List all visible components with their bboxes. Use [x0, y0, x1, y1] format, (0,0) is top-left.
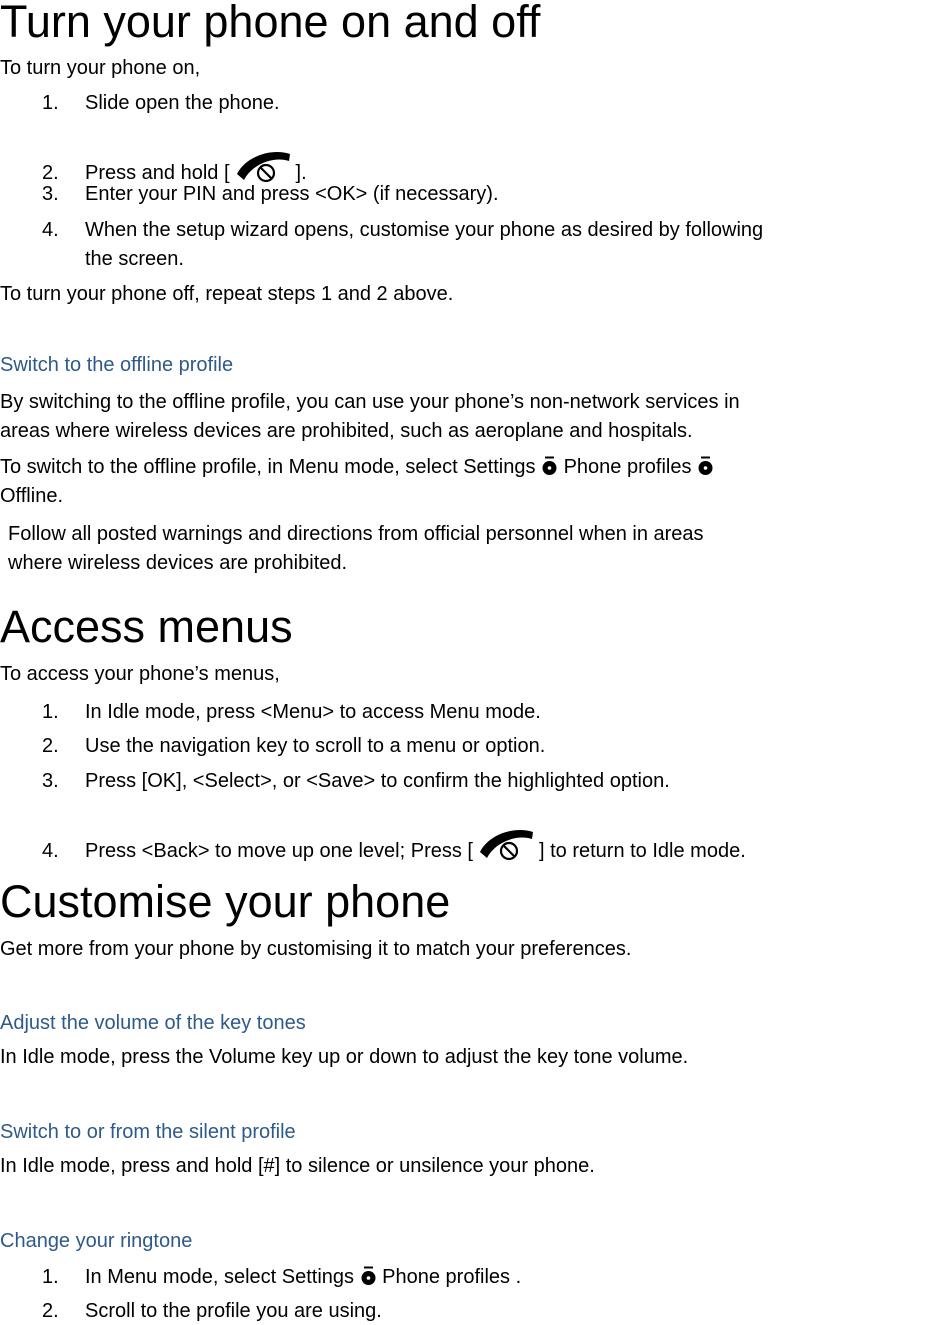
power-step-3 [42, 182, 499, 206]
offline-warning-a: Follow all posted warnings and directions from official personnel when in areas [8, 523, 704, 545]
section-title-customise: Customise your phone [0, 876, 451, 927]
step-text: Slide open the phone. [85, 92, 280, 114]
section-title-menus: Access menus [0, 601, 293, 652]
step-number: 3. [42, 770, 59, 792]
offline-subheading: Switch to the offline profile [0, 354, 234, 376]
power-off-text: To turn your phone off, repeat steps 1 and 2 above. [0, 283, 454, 305]
step-number: 2. [42, 1300, 59, 1322]
ringtone-step-2 [42, 1299, 382, 1323]
step-text: Press [OK], <Select>, or <Save> to confirm the highlighted option. [85, 770, 670, 792]
ringtone-subheading: Change your ringtone [0, 1230, 193, 1252]
step-number: 1. [42, 701, 59, 723]
step-text-end: ] to return to Idle mode. [538, 840, 746, 862]
offline-para-2a [0, 455, 714, 479]
step-number: 4. [42, 840, 59, 862]
power-intro: To turn your phone on, [0, 57, 201, 79]
step-text: Press and hold [ [85, 162, 230, 184]
step-text-end: Phone profiles . [382, 1266, 522, 1288]
power-step-4 [42, 218, 764, 270]
volume-subheading: Adjust the volume of the key tones [0, 1012, 306, 1034]
step-text-end: ]. [295, 162, 307, 184]
menus-step-1 [42, 700, 541, 724]
step-text-continued: the screen. [85, 248, 184, 270]
arrow-icon [697, 456, 714, 476]
offline-text: To switch to the offline profile, in Menu mode, select Settings [0, 456, 536, 478]
silent-text: In Idle mode, press and hold [#] to silence or unsilence your phone. [0, 1155, 595, 1177]
arrow-icon [360, 1266, 377, 1286]
ringtone-step-1 [42, 1265, 521, 1289]
step-text: Press <Back> to move up one level; Press [ [85, 840, 473, 862]
menus-step-4 [42, 826, 746, 866]
section-title-power: Turn your phone on and off [0, 0, 541, 47]
step-number: 4. [42, 219, 59, 241]
offline-para-2b: Offline. [0, 485, 63, 507]
step-text: In Idle mode, press <Menu> to access Menu mode. [85, 701, 541, 723]
step-text: Scroll to the profile you are using. [85, 1300, 382, 1322]
step-number: 2. [42, 162, 59, 184]
end-key-icon [477, 826, 535, 866]
power-step-1 [42, 91, 280, 115]
offline-text: Phone profiles [563, 456, 692, 478]
offline-warning-b: where wireless devices are prohibited. [8, 552, 348, 574]
menus-step-3 [42, 769, 670, 793]
menus-step-2 [42, 734, 545, 758]
arrow-icon [541, 456, 558, 476]
step-number: 1. [42, 92, 59, 114]
step-text: When the setup wizard opens, customise your phone as desired by following [85, 219, 764, 241]
silent-subheading: Switch to or from the silent profile [0, 1121, 296, 1143]
offline-para-1b: areas where wireless devices are prohibited, such as aeroplane and hospitals. [0, 420, 693, 442]
step-number: 3. [42, 183, 59, 205]
step-number: 2. [42, 735, 59, 757]
volume-text: In Idle mode, press the Volume key up or down to adjust the key tone volume. [0, 1046, 689, 1068]
step-text: Enter your PIN and press <OK> (if necessary). [85, 183, 499, 205]
offline-para-1a: By switching to the offline profile, you can use your phone’s non-network services in [0, 391, 740, 413]
customise-intro: Get more from your phone by customising it to match your preferences. [0, 938, 632, 960]
step-number: 1. [42, 1266, 59, 1288]
menus-intro: To access your phone’s menus, [0, 663, 280, 685]
step-text: Use the navigation key to scroll to a menu or option. [85, 735, 546, 757]
step-text: In Menu mode, select Settings [85, 1266, 355, 1288]
